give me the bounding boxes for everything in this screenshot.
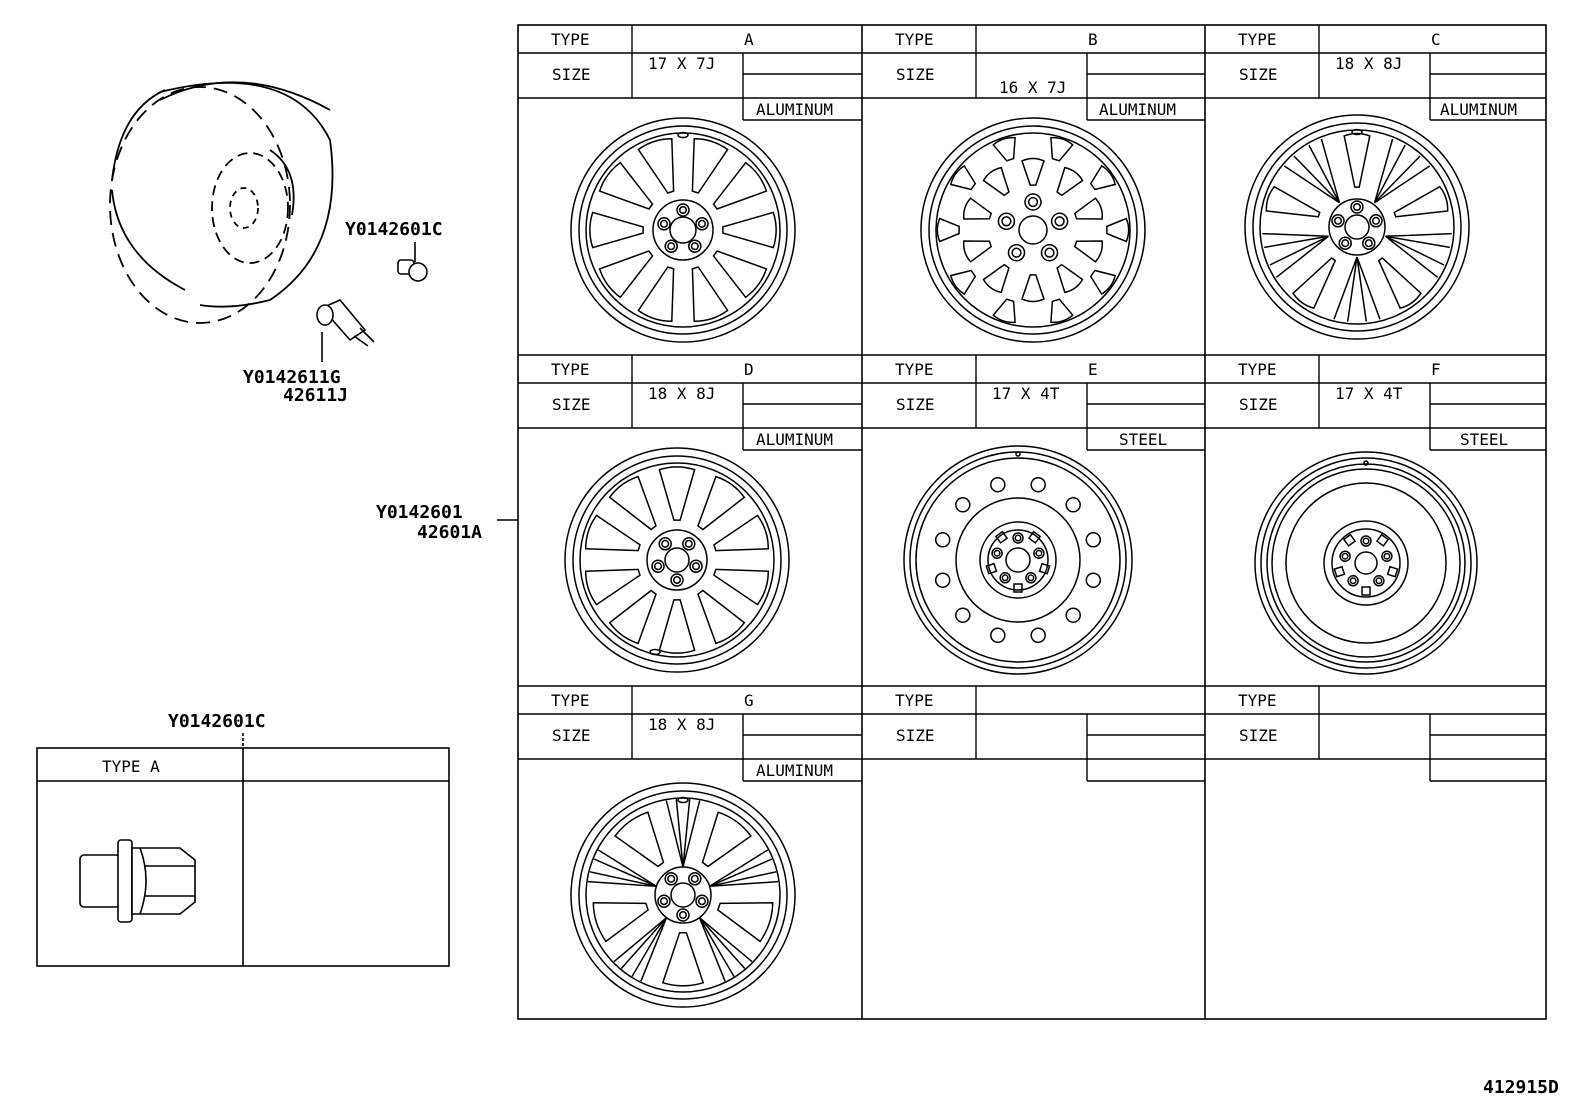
callout-valve-2: 42611J <box>283 385 349 406</box>
size-label: SIZE <box>896 65 935 84</box>
callout-lug-nut-top: Y0142601C <box>345 219 443 240</box>
wheel-size-value: 18 X 8J <box>648 384 716 403</box>
type-label: TYPE <box>895 30 934 49</box>
size-label: SIZE <box>1239 65 1278 84</box>
type-label: TYPE <box>551 360 590 379</box>
callout-wheel-1: Y0142601 <box>376 502 463 523</box>
nut-table-col1-header: TYPE A <box>102 757 160 776</box>
size-label: SIZE <box>552 395 591 414</box>
lug-nut-small-drawing <box>398 242 427 281</box>
wheel-size-value: 17 X 7J <box>648 54 716 73</box>
callout-valve-1: Y0142611G <box>243 367 341 388</box>
wheel-type-value: D <box>744 360 754 379</box>
type-label: TYPE <box>551 30 590 49</box>
wheel-type-f-drawing <box>1255 452 1477 674</box>
wheel-type-value: A <box>744 30 754 49</box>
wheel-material-value: STEEL <box>1119 430 1168 449</box>
wheel-size-value: 17 X 4T <box>992 384 1060 403</box>
callout-lug-nut-table: Y0142601C <box>168 711 266 732</box>
wheel-size-value: 17 X 4T <box>1335 384 1403 403</box>
type-label: TYPE <box>1238 360 1277 379</box>
wheel-material-value: STEEL <box>1460 430 1509 449</box>
wheel-type-value: B <box>1088 30 1098 49</box>
type-label: TYPE <box>895 691 934 710</box>
wheel-type-value: G <box>744 691 754 710</box>
wheel-material-value: ALUMINUM <box>756 761 834 780</box>
wheel-type-value: E <box>1088 360 1098 379</box>
wheel-size-value: 18 X 8J <box>1335 54 1403 73</box>
size-label: SIZE <box>896 395 935 414</box>
wheel-type-value: F <box>1431 360 1441 379</box>
size-label: SIZE <box>1239 395 1278 414</box>
size-label: SIZE <box>552 65 591 84</box>
size-label: SIZE <box>896 726 935 745</box>
wheel-type-d-drawing <box>565 448 789 672</box>
wheel-type-value: C <box>1431 30 1441 49</box>
wheel-material-value: ALUMINUM <box>1440 100 1518 119</box>
wheel-material-value: ALUMINUM <box>756 100 834 119</box>
type-label: TYPE <box>1238 691 1277 710</box>
wheel-material-value: ALUMINUM <box>756 430 834 449</box>
type-label: TYPE <box>1238 30 1277 49</box>
valve-stem-drawing <box>317 300 374 362</box>
type-label: TYPE <box>895 360 934 379</box>
lug-nut-drawing <box>80 840 195 922</box>
wheel-material-value: ALUMINUM <box>1099 100 1177 119</box>
wheel-type-e-drawing <box>904 446 1132 674</box>
wheel-size-value: 18 X 8J <box>648 715 716 734</box>
wheel-type-g-drawing <box>571 783 795 1007</box>
wheel-type-a-drawing <box>571 118 795 342</box>
wheel-size-value: 16 X 7J <box>999 78 1067 97</box>
type-label: TYPE <box>551 691 590 710</box>
tire-assembly-drawing <box>110 82 333 323</box>
wheel-type-b-drawing <box>921 118 1145 342</box>
figure-id: 412915D <box>1483 1077 1559 1098</box>
callout-wheel-2: 42601A <box>417 522 483 543</box>
wheel-type-c-drawing <box>1245 115 1469 339</box>
size-label: SIZE <box>1239 726 1278 745</box>
size-label: SIZE <box>552 726 591 745</box>
